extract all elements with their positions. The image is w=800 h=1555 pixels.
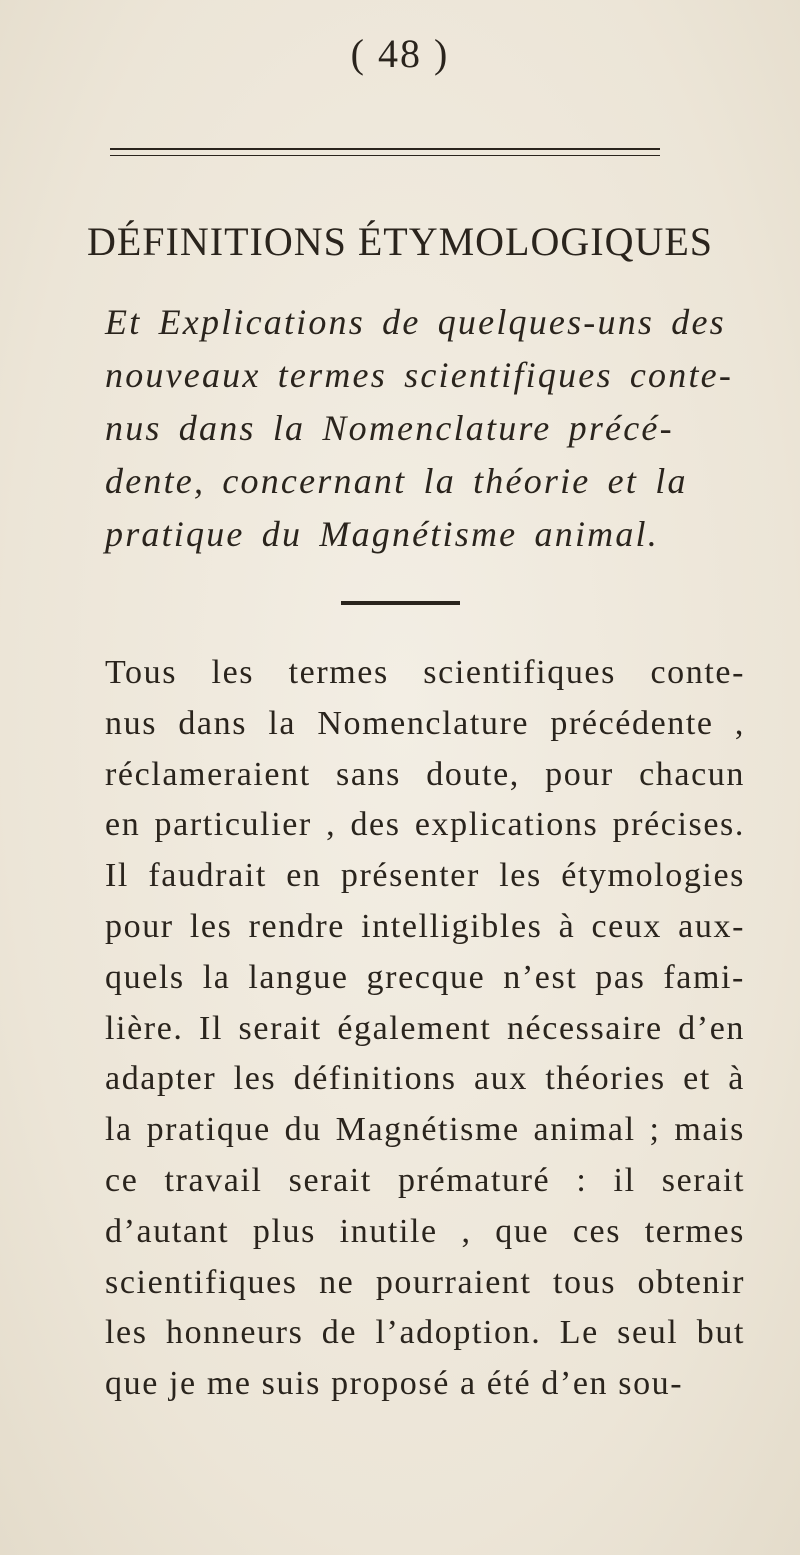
body-line: d’autant plus inutile , que ces termes: [105, 1212, 745, 1250]
subtitle-line: nus dans la Nomenclature précé-: [105, 408, 674, 448]
body-line: quels la langue grecque n’est pas fami-: [105, 958, 745, 996]
body-line: la pratique du Magnétisme animal ; mais: [105, 1111, 745, 1149]
subtitle-line: pratique du Magnétisme animal.: [105, 514, 659, 554]
header-rule-thin: [110, 155, 660, 156]
body-line: lière. Il serait également nécessaire d’en: [105, 1009, 745, 1047]
body-line: Il faudrait en présenter les étymologies: [105, 857, 745, 895]
body-line: Tous les termes scientifiques conte-: [105, 654, 745, 691]
body-line: nus dans la Nomenclature précédente ,: [105, 704, 745, 742]
body-line: que je me suis proposé a été d’en sou-: [105, 1365, 684, 1403]
body-line: en particulier , des explications précises.: [105, 806, 745, 844]
chapter-heading: DÉFINITIONS ÉTYMOLOGIQUES: [86, 219, 714, 264]
page-number: ( 48 ): [350, 31, 450, 76]
header-rule-thick: [110, 148, 660, 150]
section-divider: [341, 601, 460, 605]
body-line: les honneurs de l’adoption. Le seul but: [105, 1314, 745, 1352]
body-paragraph: [105, 648, 745, 1410]
subtitle-line: Et Explications de quelques-uns des: [105, 302, 726, 342]
body-line: réclameraient sans doute, pour chacun: [105, 755, 745, 793]
subtitle-line: dente, concernant la théorie et la: [105, 461, 688, 501]
body-line: pour les rendre intelligibles à ceux aux-: [105, 907, 745, 945]
body-line: ce travail serait prématuré : il serait: [105, 1161, 745, 1199]
body-line: scientifiques ne pourraient tous obtenir: [105, 1263, 745, 1301]
subtitle-line: nouveaux termes scientifiques conte-: [105, 355, 734, 395]
body-line: adapter les définitions aux théories et à: [105, 1060, 745, 1098]
chapter-subtitle: [105, 296, 755, 561]
